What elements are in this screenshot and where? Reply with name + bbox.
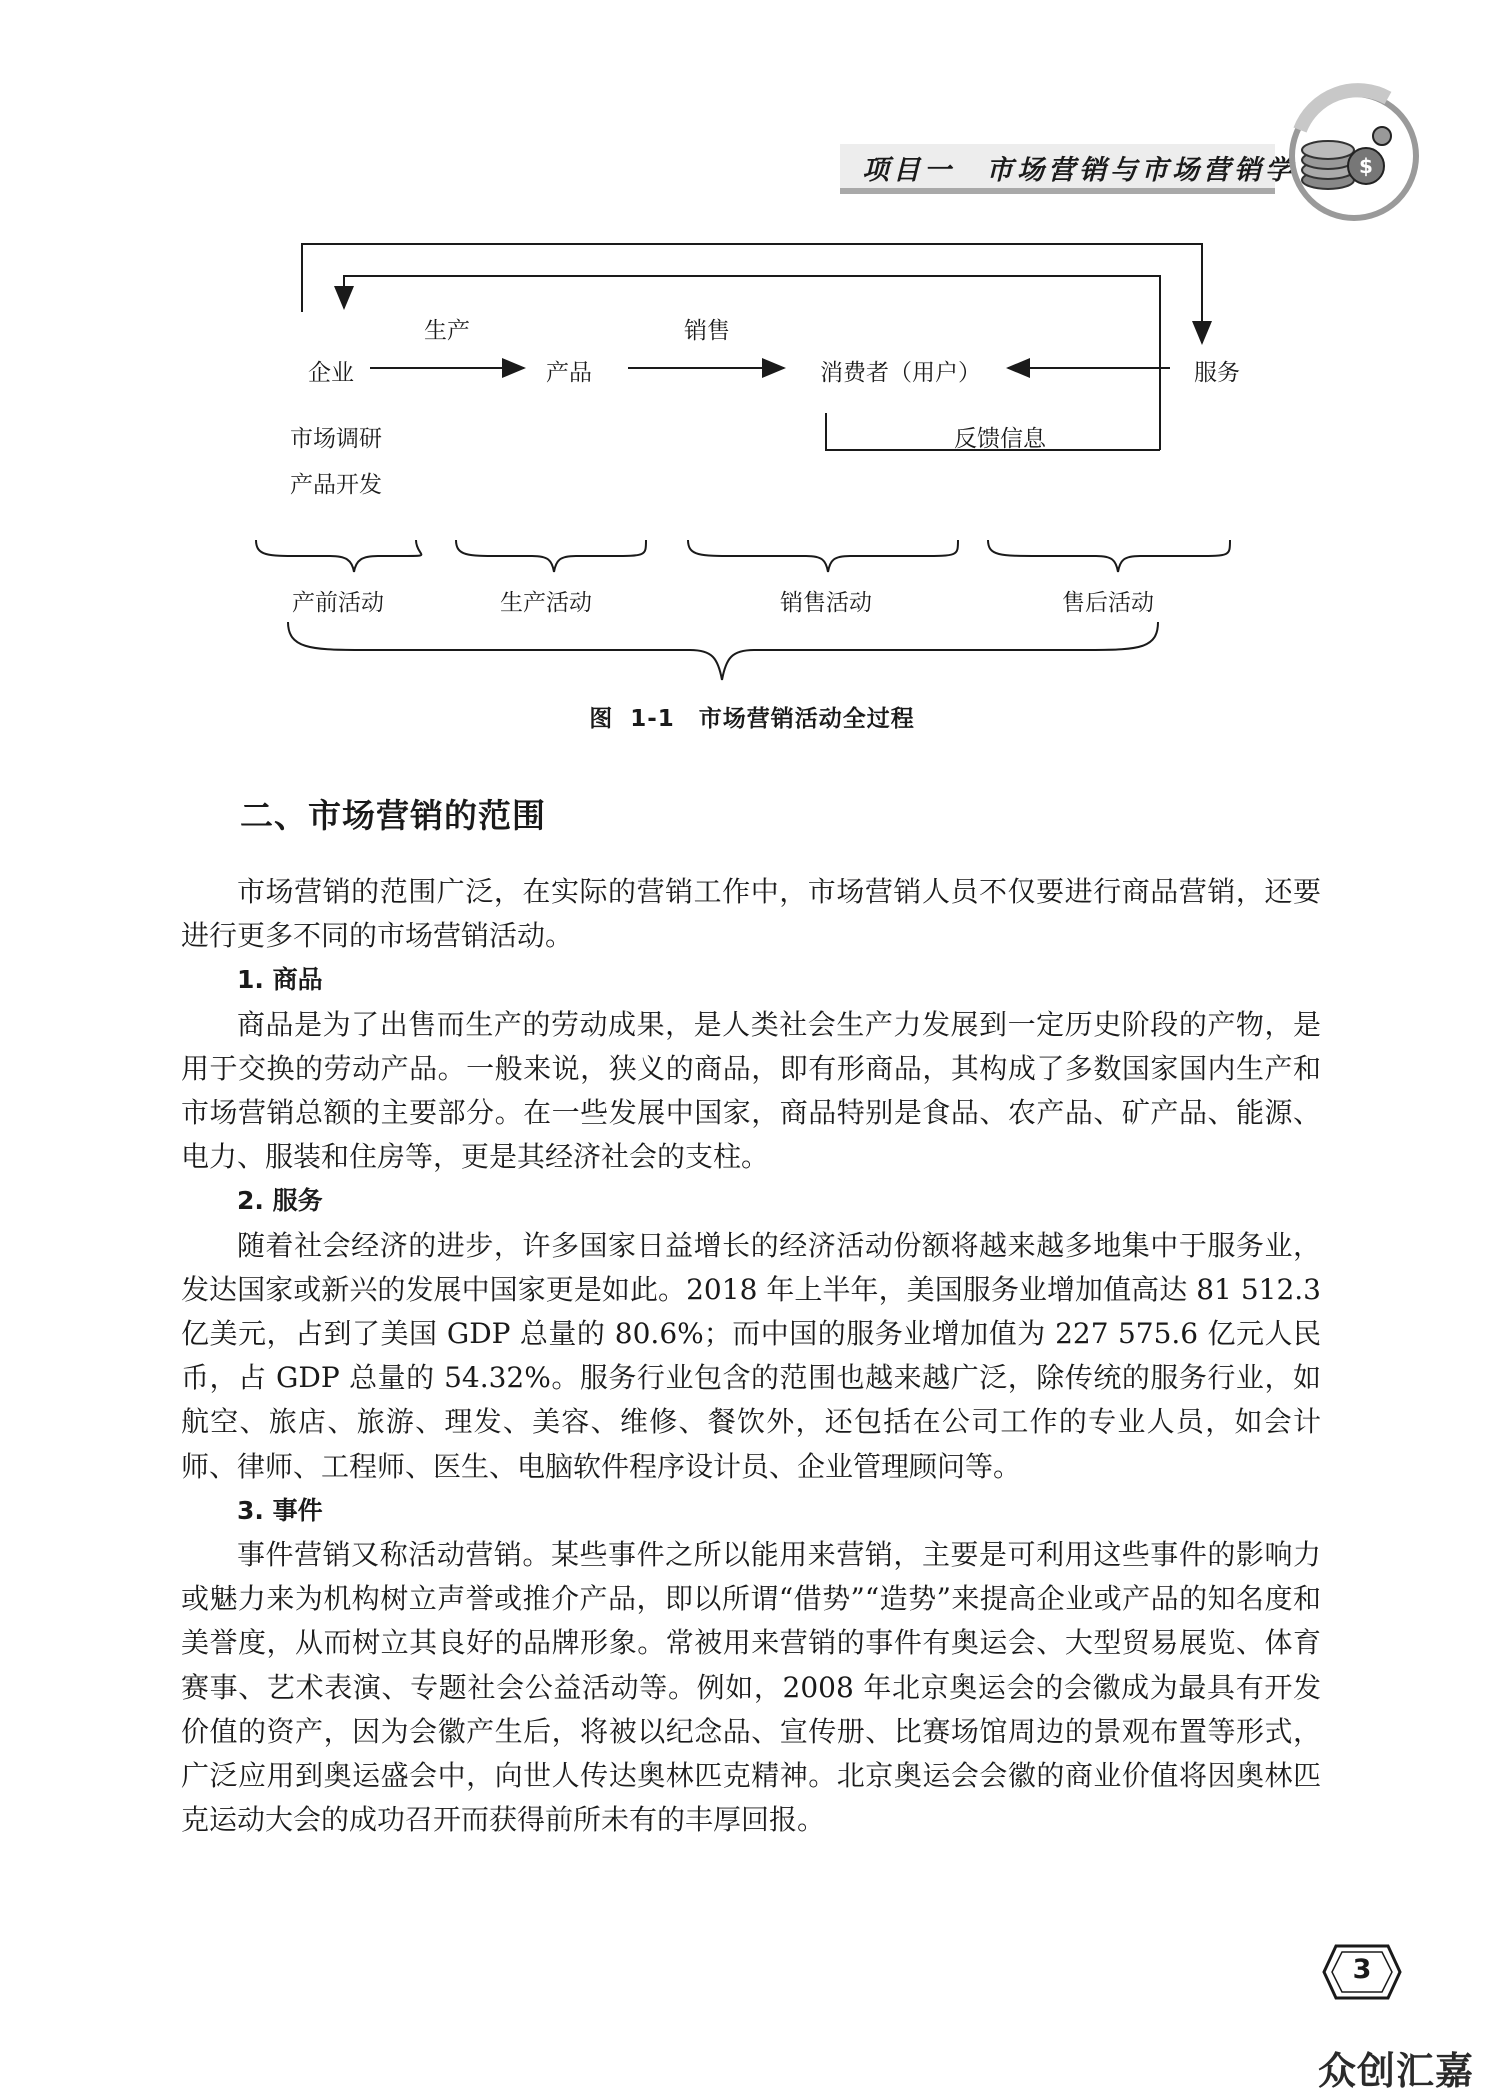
pre-note-market-research: 市场调研: [290, 426, 382, 452]
item-paragraph-goods: 商品是为了出售而生产的劳动成果，是人类社会生产力发展到一定历史阶段的产物，是用于交换的劳动产品。一般来说，狭义的商品，即有形商品，其构成了多数国家国内生产和市场营销总额的主要部分。在一些发展中国家，商品特别是食品、农产品、矿产品、能源、电力、服装和住房等，更是其经济社会的支柱。: [181, 1007, 1321, 1174]
brace-overall: [288, 622, 1158, 680]
item-paragraph-services: 随着社会经济的进步，许多国家日益增长的经济活动份额将越来越多地集中于服务业，发达国家或新兴的发展中国家更是如此。2018 年上半年，美国服务业增加值高达 81 512.3 亿美元，占到了美国 GDP 总量的 80.6%；而中国的服务业增加值为 227 575.6 亿元人民币，占 GDP 总量的 54.32%。服务行业包含的范围也越来越广泛，除传统的服务行业，如航空、旅店、旅游、理发、美容、维修、餐饮外，还包括在公司工作的专业人员，如会计师、律师、工程师、医生、电脑软件程序设计员、企业管理顾问等。: [181, 1228, 1321, 1483]
stage-label-sales: 销售活动: [780, 590, 872, 616]
figure-caption: 图 1-1 市场营销活动全过程: [589, 706, 915, 732]
node-product: 产品: [546, 360, 592, 386]
brace-pre: [256, 540, 421, 572]
node-service: 服务: [1194, 360, 1240, 386]
item-paragraph-events: 事件营销又称活动营销。某些事件之所以能用来营销，主要是可利用这些事件的影响力或魅力来为机构树立声誉或推介产品，即以所谓“借势”“造势”来提高企业或产品的知名度和美誉度，从而树立其良好的品牌形象。常被用来营销的事件有奥运会、大型贸易展览、体育赛事、艺术表演、专题社会公益活动等。例如，2008 年北京奥运会的会徽成为最具有开发价值的资产，因为会徽产生后，将被以纪念品、宣传册、比赛场馆周边的景观布置等形式，广泛应用到奥运盛会中，向世人传达奥林匹克精神。北京奥运会会徽的商业价值将因奥林匹克运动大会的成功召开而获得前所未有的丰厚回报。: [181, 1538, 1321, 1837]
node-consumer: 消费者（用户）: [820, 360, 981, 386]
svg-text:$: $: [1359, 154, 1373, 178]
page-number: 3: [1352, 1954, 1372, 1985]
marketing-process-diagram: [0, 0, 1504, 700]
page-number-badge: [1322, 1942, 1402, 2002]
item-heading-events: 3. 事件: [237, 1495, 323, 1525]
brace-production: [456, 540, 646, 572]
intro-paragraph: 市场营销的范围广泛，在实际的营销工作中，市场营销人员不仅要进行商品营销，还要进行更多不同的市场营销活动。: [181, 875, 1321, 953]
node-enterprise: 企业: [308, 360, 354, 386]
stage-label-production: 生产活动: [500, 590, 592, 616]
section-body: [181, 870, 1321, 1842]
section-title: 二、市场营销的范围: [240, 796, 546, 835]
item-heading-goods: 1. 商品: [237, 965, 323, 995]
chapter-title: 项目一 市场营销与市场营销学: [862, 155, 1296, 186]
stage-label-aftersales: 售后活动: [1062, 590, 1154, 616]
brace-sales: [688, 540, 958, 572]
edge-label-feedback: 反馈信息: [954, 426, 1046, 452]
edge-label-production: 生产: [424, 318, 470, 344]
stage-label-pre: 产前活动: [292, 590, 384, 616]
watermark: 众创汇嘉: [1318, 2049, 1475, 2093]
pre-note-product-development: 产品开发: [290, 472, 382, 498]
item-heading-services: 2. 服务: [237, 1186, 323, 1216]
edge-label-sales: 销售: [684, 318, 730, 344]
brace-aftersales: [988, 540, 1230, 572]
